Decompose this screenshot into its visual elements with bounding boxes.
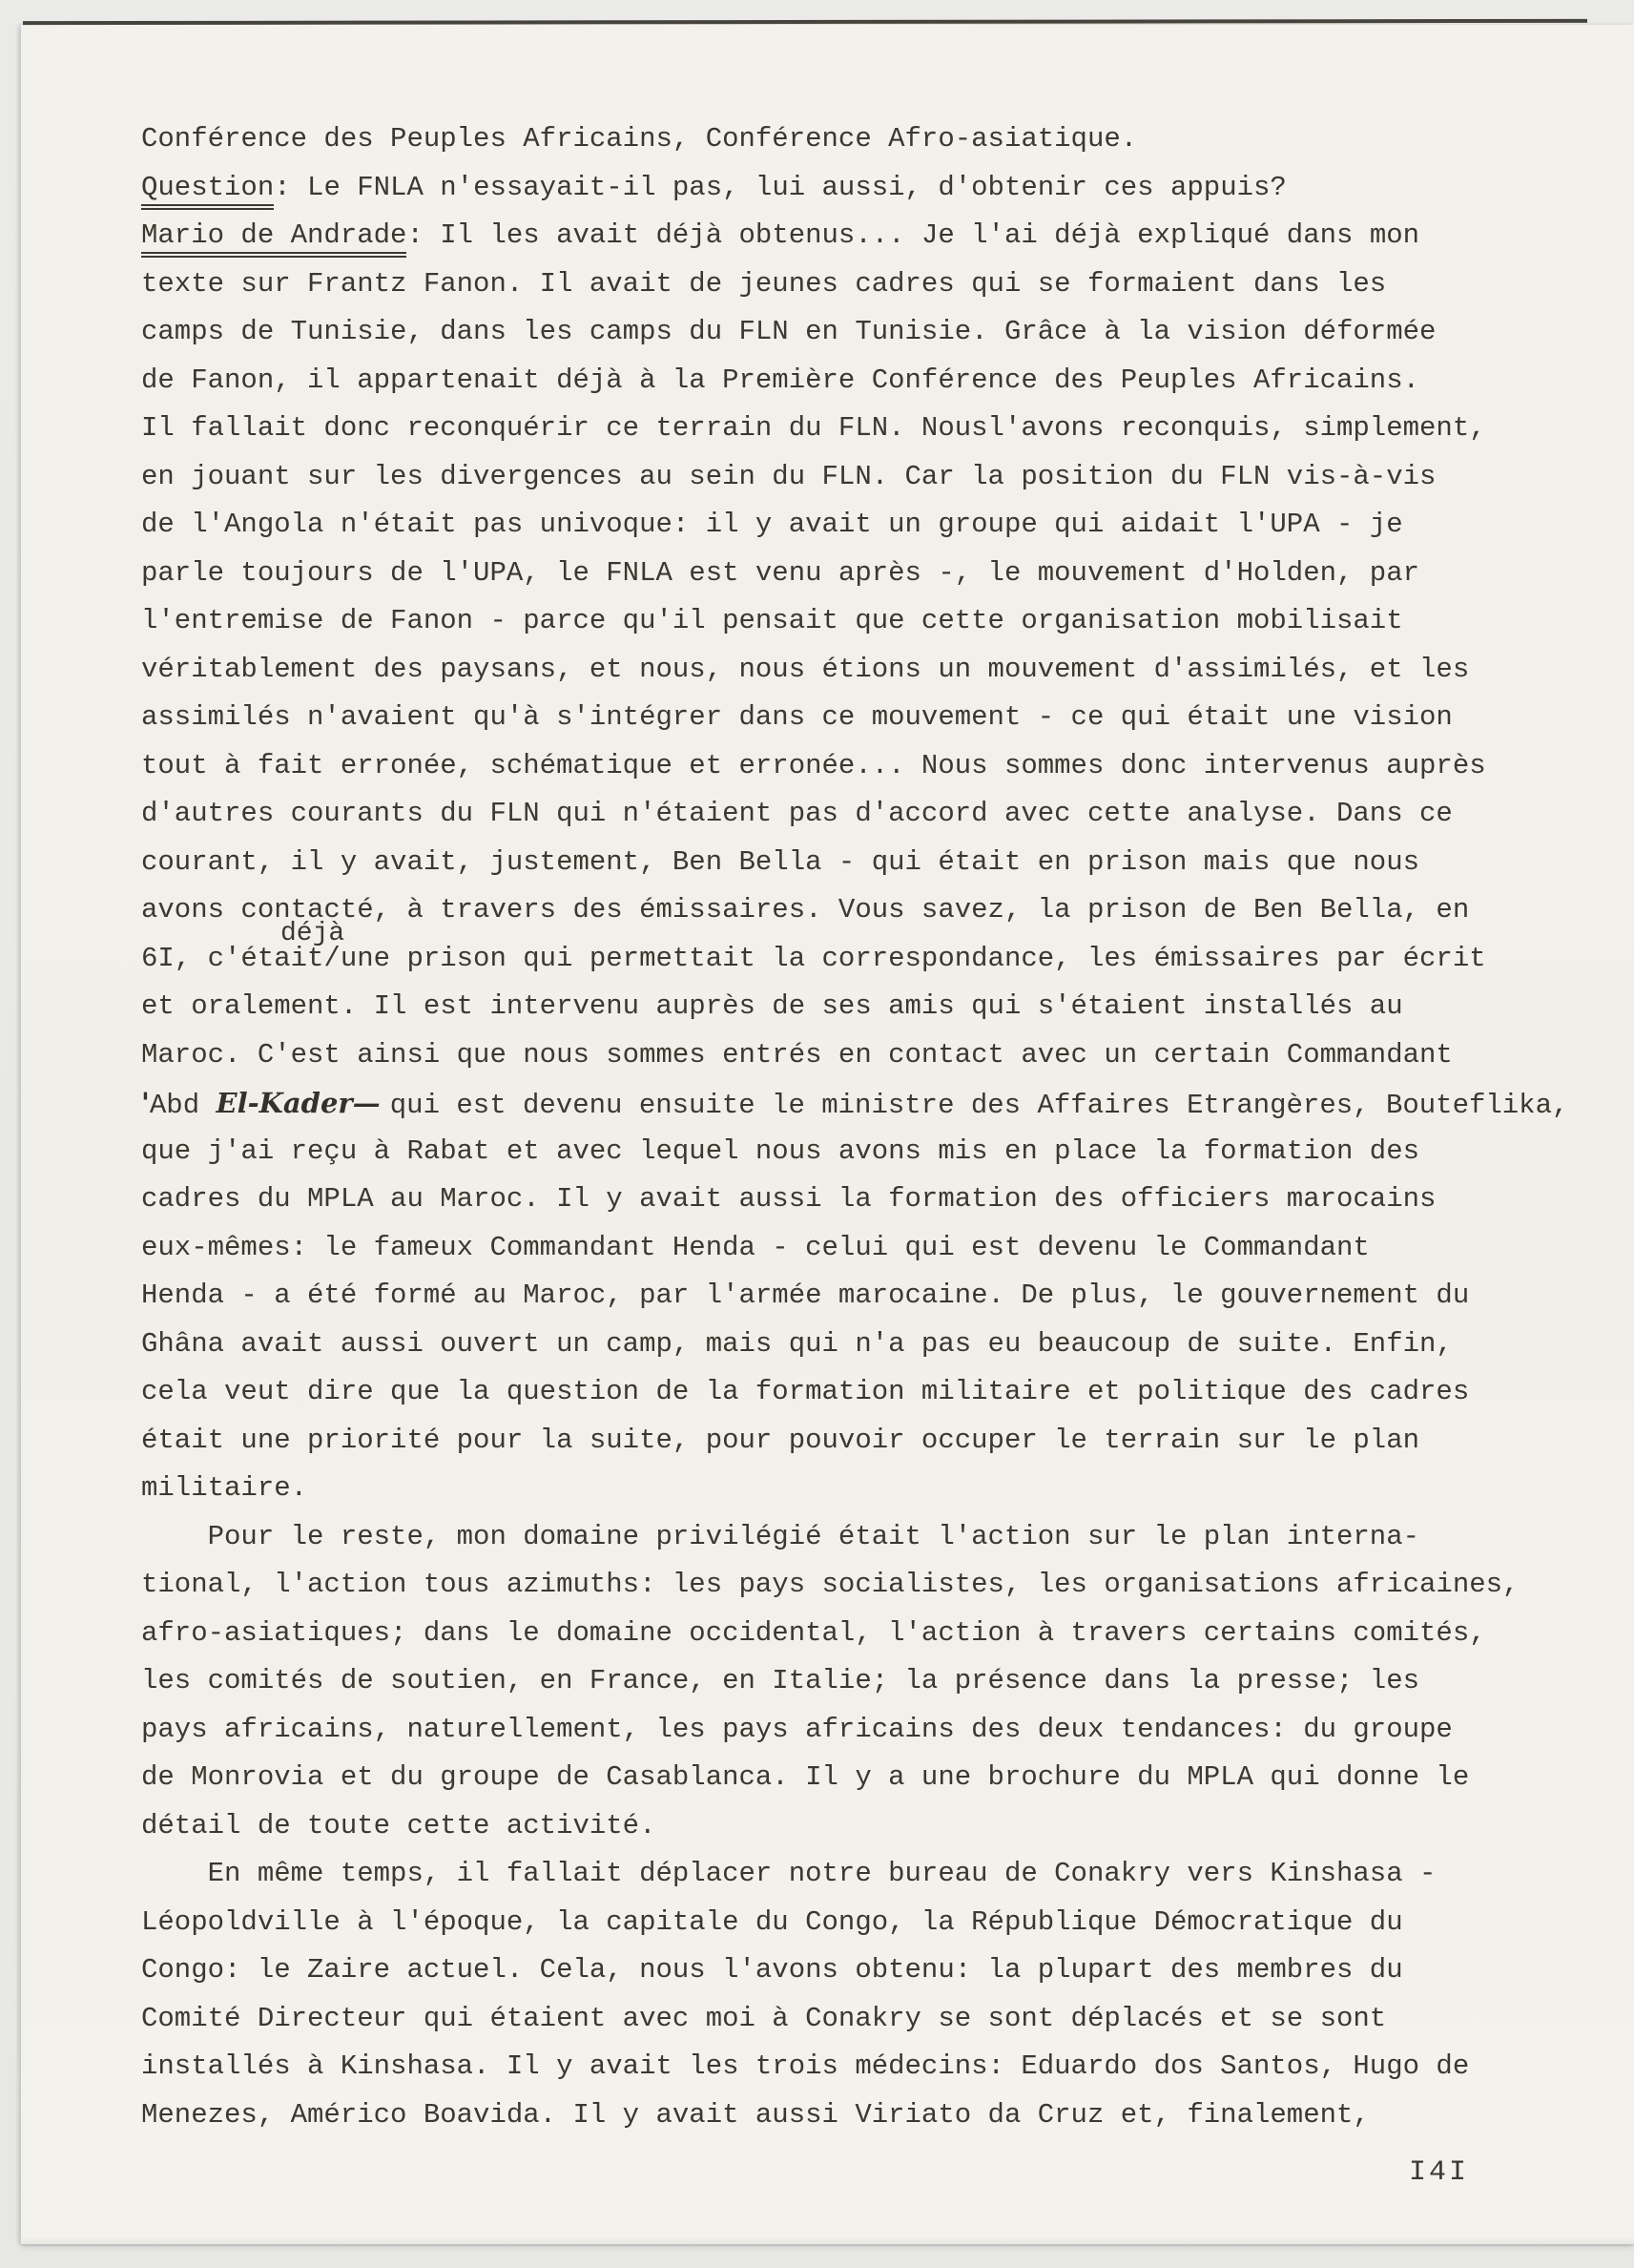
text-segment: Il fallait donc reconquérir ce terrain du FLN. Nousl'avons reconquis, simplement, xyxy=(141,412,1486,444)
text-segment: en jouant sur les divergences au sein du FLN. Car la position du FLN vis-à-vis xyxy=(141,460,1437,492)
text-segment: qui est devenu ensuite le ministre des Affaires Etrangères, Bouteflika, xyxy=(389,1090,1569,1121)
text-segment: texte sur Frantz Fanon. Il avait de jeunes cadres qui se formaient dans les xyxy=(141,267,1387,300)
text-line xyxy=(141,2043,1610,2091)
text-segment: courant, il y avait, justement, Ben Bella - qui était en prison mais que nous xyxy=(141,845,1420,878)
text-line xyxy=(141,1368,1610,1417)
text-segment: Ghâna avait aussi ouvert un camp, mais qui n'a pas eu beaucoup de suite. Enfin, xyxy=(141,1327,1453,1360)
text-line xyxy=(141,550,1610,598)
text-line xyxy=(141,935,1610,984)
text-line xyxy=(141,1176,1610,1224)
handwritten-correction: El-Kader— xyxy=(216,1087,390,1119)
text-line xyxy=(141,1995,1610,2044)
text-segment: de Monrovia et du groupe de Casablanca. Il y a une brochure du MPLA qui donne le xyxy=(141,1761,1470,1793)
speaker-label: Question xyxy=(141,172,274,210)
text-line xyxy=(141,646,1610,695)
text-segment: de l'Angola n'était pas univoque: il y avait un groupe qui aidait l'UPA - je xyxy=(141,509,1403,540)
text-segment: Menezes, Américo Boavida. Il y avait aussi Viriato da Cruz et, finalement, xyxy=(141,2098,1370,2131)
text-line xyxy=(141,1513,1610,1562)
text-line xyxy=(141,1706,1610,1755)
text-segment: l'entremise de Fanon - parce qu'il pensait que cette organisation mobilisait xyxy=(141,605,1403,636)
text-segment: Congo: le Zaire actuel. Cela, nous l'avons obtenu: la plupart des membres du xyxy=(141,1954,1403,1986)
text-line xyxy=(141,501,1610,550)
text-line xyxy=(141,405,1610,453)
text-segment: camps de Tunisie, dans les camps du FLN en Tunisie. Grâce à la vision déformée xyxy=(141,316,1437,347)
text-line xyxy=(141,115,1610,164)
text-segment: de Fanon, il appartenait déjà à la Première Conférence des Peuples Africains. xyxy=(141,364,1420,396)
text-segment: Abd xyxy=(149,1090,217,1121)
text-segment: tional, l'action tous azimuths: les pays socialistes, les organisations africaines, xyxy=(141,1569,1520,1600)
text-line xyxy=(141,1850,1610,1899)
text-segment: En même temps, il fallait déplacer notre bureau de Conakry vers Kinshasa - xyxy=(141,1858,1437,1889)
page-top-edge xyxy=(23,19,1587,25)
text-segment: d'autres courants du FLN qui n'étaient pas d'accord avec cette analyse. Dans ce xyxy=(141,798,1453,829)
text-line xyxy=(141,694,1610,742)
text-segment: afro-asiatiques; dans le domaine occidental, l'action à travers certains comités, xyxy=(141,1616,1486,1649)
page-bottom-edge xyxy=(21,2237,1634,2246)
text-segment: Pour le reste, mon domaine privilégié était l'action sur le plan interna- xyxy=(141,1520,1420,1552)
text-line xyxy=(141,1561,1610,1610)
text-segment: avons contacté, à travers des émissaires. Vous savez, la prison de Ben Bella, en xyxy=(141,894,1470,926)
text-line xyxy=(141,260,1610,309)
text-line xyxy=(141,886,1610,935)
text-line xyxy=(141,1610,1610,1658)
text-line xyxy=(141,357,1610,406)
text-segment: assimilés n'avaient qu'à s'intégrer dans ce mouvement - ce qui était une vision xyxy=(141,701,1453,733)
typescript-text-block xyxy=(141,115,1610,2139)
text-segment: eux-mêmes: le fameux Commandant Henda - celui qui est devenu le Commandant xyxy=(141,1231,1370,1263)
text-line xyxy=(141,597,1610,646)
text-line xyxy=(141,839,1610,887)
text-line xyxy=(141,1465,1610,1513)
text-segment: cadres du MPLA au Maroc. Il y avait aussi la formation des officiers marocains xyxy=(141,1183,1437,1215)
text-line xyxy=(141,742,1610,791)
text-line xyxy=(141,983,1610,1031)
interlinear-insertion-deja: déjà xyxy=(280,919,345,948)
text-line xyxy=(141,1224,1610,1273)
document-page xyxy=(21,25,1634,2244)
text-segment: que j'ai reçu à Rabat et avec lequel nous avons mis en place la formation des xyxy=(141,1134,1420,1167)
text-line xyxy=(141,308,1610,357)
text-line xyxy=(141,1079,1610,1128)
text-segment: installés à Kinshasa. Il y avait les trois médecins: Eduardo dos Santos, Hugo de xyxy=(141,2050,1470,2082)
speaker-label: Mario de Andrade xyxy=(141,219,406,258)
text-line xyxy=(141,2091,1610,2140)
text-line xyxy=(141,1031,1610,1080)
text-segment: les comités de soutien, en France, en Italie; la présence dans la presse; les xyxy=(141,1665,1420,1696)
text-line xyxy=(141,1754,1610,1802)
text-segment: Henda - a été formé au Maroc, par l'armée marocaine. De plus, le gouvernement du xyxy=(141,1280,1470,1311)
text-line xyxy=(141,453,1610,502)
text-segment: était une priorité pour la suite, pour pouvoir occuper le terrain sur le plan xyxy=(141,1424,1420,1456)
text-line xyxy=(141,790,1610,839)
text-line xyxy=(141,1272,1610,1321)
text-segment: Conférence des Peuples Africains, Conférence Afro-asiatique. xyxy=(141,123,1138,155)
text-line xyxy=(141,164,1610,213)
text-segment: Comité Directeur qui étaient avec moi à Conakry se sont déplacés et se sont xyxy=(141,2002,1387,2034)
text-segment: et oralement. Il est intervenu auprès de ses amis qui s'étaient installés au xyxy=(141,990,1403,1022)
text-segment: Maroc. C'est ainsi que nous sommes entrés en contact avec un certain Commandant xyxy=(141,1038,1453,1071)
text-line xyxy=(141,1657,1610,1706)
text-segment: pays africains, naturellement, les pays africains des deux tendances: du groupe xyxy=(141,1713,1453,1745)
handwritten-correction: ' xyxy=(141,1087,150,1119)
text-line xyxy=(141,212,1610,260)
text-segment: tout à fait erronée, schématique et erronée... Nous sommes donc intervenus auprès xyxy=(141,749,1486,781)
text-segment: cela veut dire que la question de la formation militaire et politique des cadres xyxy=(141,1376,1470,1407)
text-line xyxy=(141,1128,1610,1176)
text-segment: véritablement des paysans, et nous, nous étions un mouvement d'assimilés, et les xyxy=(141,653,1470,685)
text-segment: parle toujours de l'UPA, le FNLA est venu après -, le mouvement d'Holden, par xyxy=(141,556,1420,589)
text-segment: détail de toute cette activité. xyxy=(141,1809,656,1841)
text-line xyxy=(141,1802,1610,1851)
text-line xyxy=(141,1417,1610,1466)
text-line xyxy=(141,1321,1610,1369)
page-number: I4I xyxy=(1409,2156,1470,2189)
text-segment: : Le FNLA n'essayait-il pas, lui aussi, d'obtenir ces appuis? xyxy=(274,171,1287,203)
text-line xyxy=(141,1899,1610,1947)
text-segment: : Il les avait déjà obtenus... Je l'ai déjà expliqué dans mon xyxy=(406,219,1420,251)
text-segment: 6I, c'était/une prison qui permettait la correspondance, les émissaires par écrit xyxy=(141,942,1486,974)
text-segment: Léopoldville à l'époque, la capitale du Congo, la République Démocratique du xyxy=(141,1905,1403,1938)
text-segment: militaire. xyxy=(141,1472,308,1504)
text-line xyxy=(141,1946,1610,1995)
